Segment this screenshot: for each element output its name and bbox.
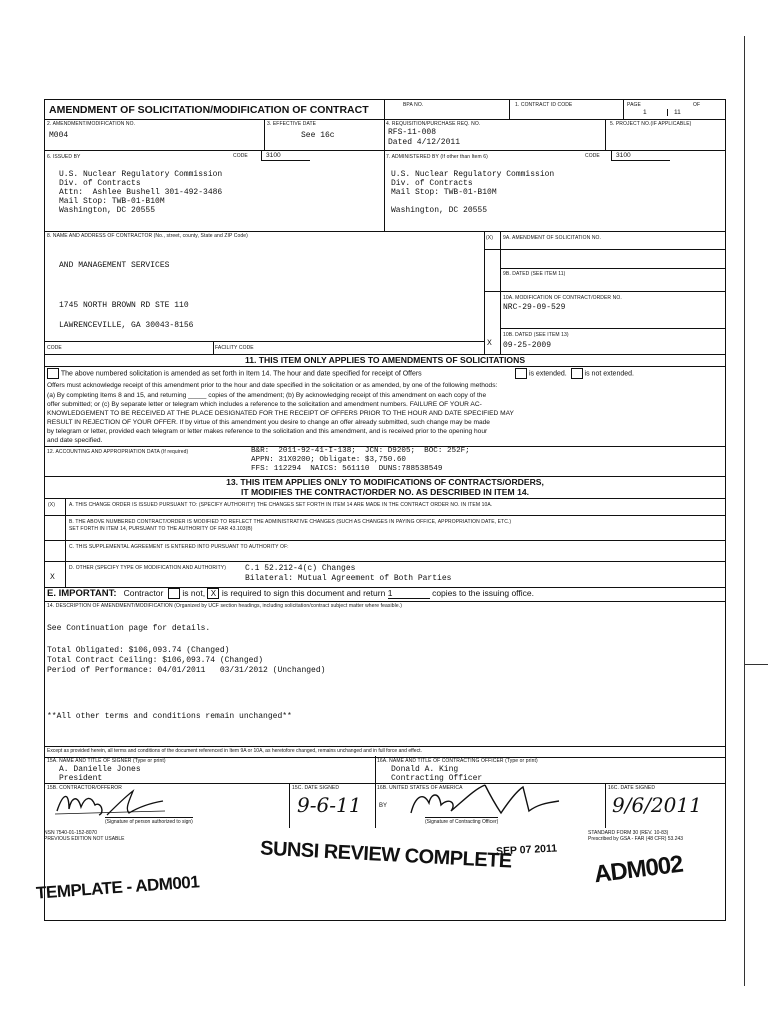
of-label: OF xyxy=(693,102,701,108)
item11-line-6: RESULT IN REJECTION OF YOUR OFFER. If by virtue of this amendment you desire to change an offer already submitted, such change may be made xyxy=(47,419,490,426)
is-not-checkbox[interactable] xyxy=(168,588,180,599)
accounting-line-1: B&R: 2011-92-41-I-138; JCN: D9205; BOC: 252F; xyxy=(251,447,470,455)
requisition-label: 4. REQUISITION/PURCHASE REQ. NO. xyxy=(386,121,481,127)
description-line-5: **All other terms and conditions remain unchanged** xyxy=(47,712,292,721)
co-date-signed: 9/6/2011 xyxy=(612,793,702,817)
project-no-label: 5. PROJECT NO.(IF APPLICABLE) xyxy=(610,121,692,127)
contractor-signature xyxy=(55,787,255,819)
page-edge-tick xyxy=(744,664,768,665)
contractor-signature-hint: (Signature of person authorized to sign) xyxy=(105,819,193,825)
item11-line-3: (a) By completing Items 8 and 15, and returning _____ copies of the amendment; (b) By acknowledging receipt of this amendment on each copy of the xyxy=(47,392,487,399)
template-stamp: TEMPLATE - ADM001 xyxy=(35,872,200,903)
solicitation-amended-checkbox[interactable] xyxy=(47,368,59,379)
not-extended-checkbox[interactable] xyxy=(571,368,583,379)
contract-id-label: 1. CONTRACT ID CODE xyxy=(515,102,573,108)
co-date-label: 16C. DATE SIGNED xyxy=(608,785,656,791)
administered-by-line-1: U.S. Nuclear Regulatory Commission xyxy=(391,170,555,179)
form-title: AMENDMENT OF SOLICITATION/MODIFICATION OF CONTRACT xyxy=(49,104,369,116)
nsn-label: NSN 7540-01-152-8070 xyxy=(44,830,98,836)
requisition-value: RFS-11-008 xyxy=(388,128,437,137)
page-edge-line xyxy=(744,36,745,986)
important-text: E. IMPORTANT: Contractor is not, X is required to sign this document and return 1 copies to the issuing office. xyxy=(47,588,534,599)
row-items-8-10 xyxy=(45,231,725,354)
signer-title: President xyxy=(59,774,103,783)
prescribed-label: Prescribed by GSA - FAR (48 CFR) 53.243 xyxy=(588,836,684,842)
dated-9b-label: 9B. DATED (SEE ITEM 11) xyxy=(503,271,566,277)
signatures-row xyxy=(45,783,725,828)
item13-heading-2: IT MODIFIES THE CONTRACT/ORDER NO. AS DESCRIBED IN ITEM 14. xyxy=(240,487,530,497)
item13a-row xyxy=(45,498,725,516)
accounting-line-3: FFS: 112294 NAICS: 561110 DUNS:788538549 xyxy=(251,465,443,473)
issued-by-code: 3100 xyxy=(261,151,310,161)
issued-by-code-label: CODE xyxy=(233,153,248,159)
important-row xyxy=(45,587,725,602)
row-items-2-5 xyxy=(45,119,725,151)
item13-b2: SET FORTH IN ITEM 14, PURSUANT TO THE AUTHORITY OF FAR 43.103(B) xyxy=(69,526,253,532)
date-stamp: SEP 07 2011 xyxy=(495,842,558,858)
issued-by-line-1: U.S. Nuclear Regulatory Commission xyxy=(59,170,223,179)
sunsi-stamp: SUNSI REVIEW COMPLETE xyxy=(259,837,513,873)
co-name-label: 16A. NAME AND TITLE OF CONTRACTING OFFICER (Type or print) xyxy=(377,758,538,764)
item13-d-value-2: Bilateral: Mutual Agreement of Both Parties xyxy=(245,574,452,583)
item13-heading-row xyxy=(45,476,725,499)
contractor-label: 8. NAME AND ADDRESS OF CONTRACTOR (No., street, county, State and ZIP Code) xyxy=(47,233,248,239)
accounting-label: 12. ACCOUNTING AND APPROPRIATION DATA (If required) xyxy=(47,449,189,455)
description-line-1: See Continuation page for details. xyxy=(47,624,211,633)
co-signature-hint: (Signature of Contracting Officer) xyxy=(425,819,499,825)
administered-by-line-3: Mail Stop: TWB-01-B10M xyxy=(391,188,497,197)
item13-b: B. THE ABOVE NUMBERED CONTRACT/ORDER IS MODIFIED TO REFLECT THE ADMINISTRATIVE CHANGES (SUCH AS CHANGES IN PAYING OFFICE, APPROPRIATION DATE, ETC.) xyxy=(69,519,512,525)
modification-check-x: X xyxy=(487,339,492,348)
standard-form-label: STANDARD FORM 30 (REV. 10-83) xyxy=(588,830,669,836)
usa-label: 16B. UNITED STATES OF AMERICA xyxy=(377,785,463,791)
item13-d-check: X xyxy=(50,573,55,582)
item11-body xyxy=(45,366,725,477)
adm-stamp: ADM002 xyxy=(592,850,684,889)
item11-line-8: and date specified. xyxy=(47,437,103,444)
amendment-no-value: M004 xyxy=(49,131,69,140)
item11-line-4: offer submitted; or (c) By separate letter or telegram which includes a reference to the solicitation and amendment numbers. FAILURE OF YOUR AC- xyxy=(47,401,482,408)
sf30-form xyxy=(44,99,726,921)
item13c-row xyxy=(45,540,725,562)
effective-date-label: 3. EFFECTIVE DATE xyxy=(267,121,317,127)
dated-10b-label: 10B. DATED (SEE ITEM 13) xyxy=(503,332,569,338)
item13-d-value-1: C.1 52.212-4(c) Changes xyxy=(245,564,356,573)
bpa-label: BPA NO. xyxy=(403,102,424,108)
accounting-line-2: APPN: 31X0200; Obligate: $3,750.60 xyxy=(251,456,406,464)
administered-by-code-label: CODE xyxy=(585,153,600,159)
contractor-address-1: 1745 NORTH BROWN RD STE 110 xyxy=(59,301,189,310)
administered-by-label: 7. ADMINISTERED BY (If other than Item 6) xyxy=(386,154,488,160)
page-label: PAGE xyxy=(627,102,641,108)
item13d-row xyxy=(45,561,725,588)
co-name: Donald A. King xyxy=(391,765,459,774)
co-signature xyxy=(405,783,565,817)
extended-checkbox[interactable] xyxy=(515,368,527,379)
item13-a: A. THIS CHANGE ORDER IS ISSUED PURSUANT TO: (SPECIFY AUTHORITY) THE CHANGES SET FORTH IN ITEM 14 ARE MADE IN THE CONTRACT ORDER NO. IN ITEM 10A. xyxy=(69,502,493,508)
is-required-checkbox[interactable]: X xyxy=(207,588,219,599)
check-column-label: (X) xyxy=(486,235,493,241)
administered-by-line-5: Washington, DC 20555 xyxy=(391,206,488,215)
signer-names-row xyxy=(45,756,725,784)
item11-line-2: Offers must acknowledge receipt of this amendment prior to the hour and date specified in the solicitation or as amended, by one of the following methods: xyxy=(47,382,498,389)
contractor-signature-label: 15B. CONTRACTOR/OFFEROR xyxy=(47,785,122,791)
issued-by-line-2: Div. of Contracts xyxy=(59,179,141,188)
item13-heading-1: 13. THIS ITEM APPLIES ONLY TO MODIFICATIONS OF CONTRACTS/ORDERS, xyxy=(226,477,544,487)
amendment-no-label: 2. AMENDMENT/MODIFICATION NO. xyxy=(47,121,136,127)
description-line-4: Period of Performance: 04/01/2011 03/31/2012 (Unchanged) xyxy=(47,666,326,675)
issued-by-line-5: Washington, DC 20555 xyxy=(59,206,156,215)
contractor-address-2: LAWRENCEVILLE, GA 30043-8156 xyxy=(59,321,194,330)
item11-line-1: The above numbered solicitation is amended as set forth in Item 14. The hour and date specified for receipt of Offers xyxy=(47,368,422,379)
item13-c: C. THIS SUPPLEMENTAL AGREEMENT IS ENTERED INTO PURSUANT TO AUTHORITY OF: xyxy=(69,544,289,550)
contractor-name: AND MANAGEMENT SERVICES xyxy=(59,261,170,270)
contractor-date-label: 15C. DATE SIGNED xyxy=(292,785,340,791)
modification-10a-value: NRC-29-09-529 xyxy=(503,303,566,312)
facility-code-label: FACILITY CODE xyxy=(215,345,254,351)
item13b-row xyxy=(45,515,725,541)
administered-by-code: 3100 xyxy=(611,151,670,161)
item11-heading: 11. THIS ITEM ONLY APPLIES TO AMENDMENTS OF SOLICITATIONS xyxy=(244,355,526,365)
description-block xyxy=(45,601,725,746)
extended-option: is extended. is not extended. xyxy=(515,368,634,379)
requisition-dated: Dated 4/12/2011 xyxy=(388,138,461,147)
item13-d: D. OTHER (SPECIFY TYPE OF MODIFICATION AND AUTHORITY) xyxy=(69,565,226,571)
contractor-code-label: CODE xyxy=(47,345,62,351)
issued-by-label: 6. ISSUED BY xyxy=(47,154,81,160)
description-label: 14. DESCRIPTION OF AMENDMENT/MODIFICATION (Organized by UCF section headings, including solicitation/contract subject matter where feasible.) xyxy=(47,603,402,609)
administered-by-line-2: Div. of Contracts xyxy=(391,179,473,188)
signer-name: A. Danielle Jones xyxy=(59,765,141,774)
co-title: Contracting Officer xyxy=(391,774,483,783)
terms-footer: Except as provided herein, all terms and conditions of the document referenced in Item 9A or 10A, as heretofore changed, remains unchanged and in full force and effect. xyxy=(47,748,422,754)
item13-check-label: (X) xyxy=(48,502,55,508)
item11-line-5: KNOWLEDGEMENT TO BE RECEIVED AT THE PLACE DESIGNATED FOR THE RECEIPT OF OFFERS PRIOR TO THE HOUR AND DATE SPECIFIED MAY xyxy=(47,410,514,417)
title-row xyxy=(45,100,725,120)
effective-date-value: See 16c xyxy=(301,131,335,140)
by-label: BY xyxy=(379,803,388,809)
description-line-3: Total Contract Ceiling: $106,093.74 (Changed) xyxy=(47,656,264,665)
amendment-solicitation-label: 9A. AMENDMENT OF SOLICITATION NO. xyxy=(503,235,602,241)
description-line-2: Total Obligated: $106,093.74 (Changed) xyxy=(47,646,230,655)
contractor-date-signed: 9-6-11 xyxy=(297,793,362,817)
item11-line-7: by telegram or letter, provided each telegram or letter makes reference to the solicitation and this amendment, and is received prior to the opening hour xyxy=(47,428,488,435)
page-count: 11 xyxy=(667,109,681,116)
signer-name-label: 15A. NAME AND TITLE OF SIGNER (Type or print) xyxy=(47,758,166,764)
dated-10b-value: 09-25-2009 xyxy=(503,341,552,350)
previous-edition-label: PREVIOUS EDITION NOT USABLE xyxy=(44,836,125,842)
issued-by-line-4: Mail Stop: TWB-01-B10M xyxy=(59,197,165,206)
modification-10a-label: 10A. MODIFICATION OF CONTRACT/ORDER NO. xyxy=(503,295,622,301)
page-number: 1 xyxy=(643,109,647,116)
row-items-6-7 xyxy=(45,150,725,232)
issued-by-line-3: Attn: Ashlee Bushell 301-492-3486 xyxy=(59,188,223,197)
copies-count: 1 xyxy=(388,588,430,599)
